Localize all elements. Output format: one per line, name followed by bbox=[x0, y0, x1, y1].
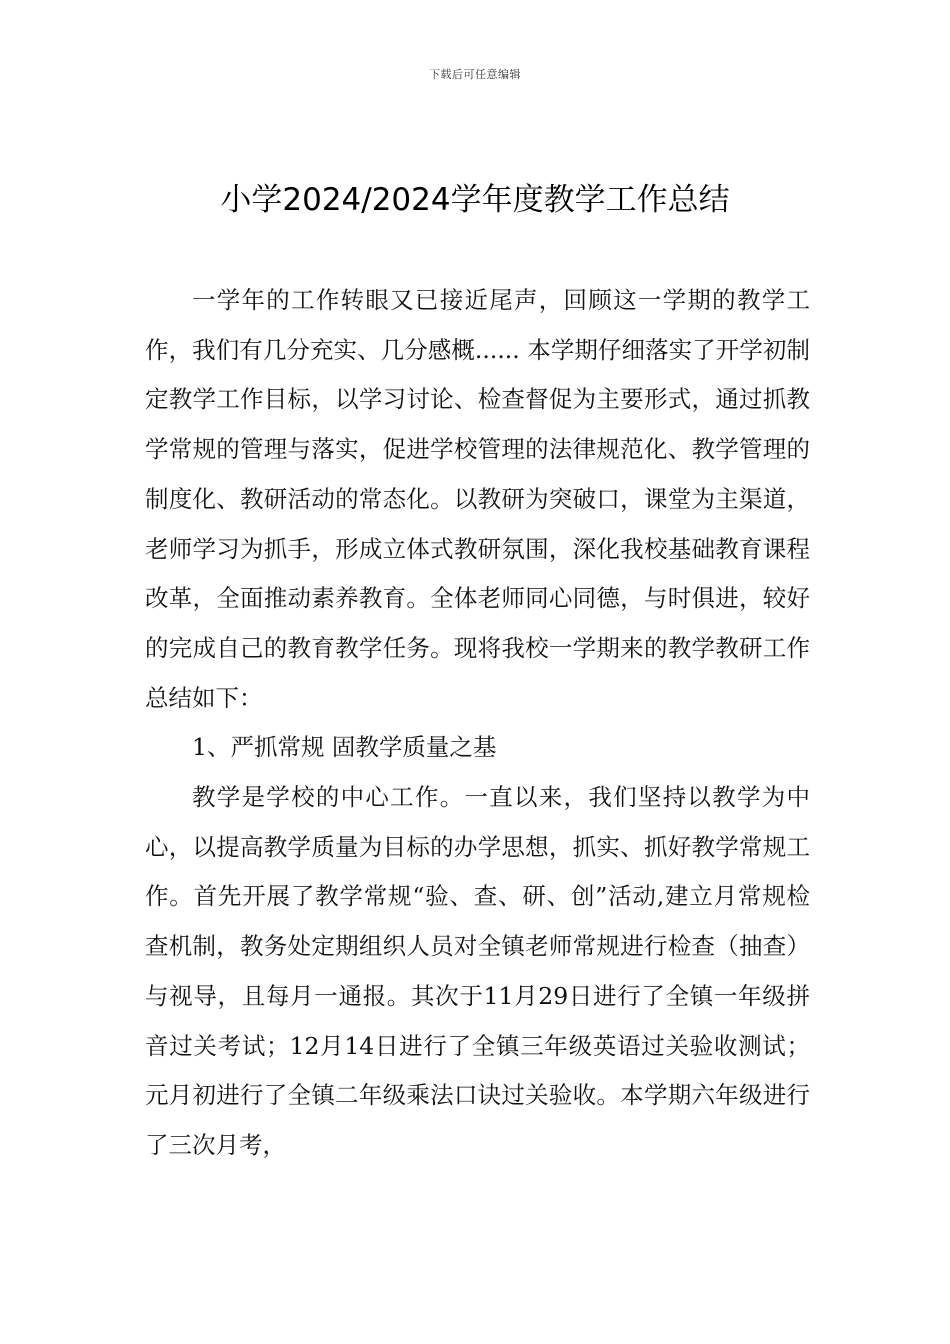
document-title: 小学2024/2024学年度教学工作总结 bbox=[220, 182, 730, 218]
page-header-note: 下载后可任意编辑 bbox=[429, 68, 521, 81]
paragraph-intro: 一学年的工作转眼又已接近尾声，回顾这一学期的教学工作，我们有几分充实、几分感概...... 本学期仔细落实了开学初制定教学工作目标，以学习讨论、检查督促为主要形式，通过抓教学常规的管理与落实，促进学校管理的法律规范化、教学管理的制度化、教研活动的常态化。以教研为突破口，课堂为主渠道，老师学习为抓手，形成立体式教研氛围，深化我校基础教育课程改革，全面推动素养教育。全体老师同心同德，与时俱进，较好的完成自己的教育教学任务。现将我校一学期来的教学教研工作总结如下： bbox=[145, 286, 810, 712]
section-heading-1: 1、严抓常规 固教学质量之基 bbox=[192, 733, 497, 762]
paragraph-section-1: 教学是学校的中心工作。一直以来，我们坚持以教学为中心，以提高教学质量为目标的办学思想，抓实、抓好教学常规工作。首先开展了教学常规“验、查、研、创”活动,建立月常规检查机制，教务处定期组织人员对全镇老师常规进行检查（抽查）与视导，且每月一通报。其次于11月29日进行了全镇一年级拼音过关考试；12月14日进行了全镇三年级英语过关验收测试；元月初进行了全镇二年级乘法口诀过关验收。本学期六年级进行了三次月考， bbox=[145, 783, 810, 1159]
document-body bbox=[145, 276, 810, 1171]
